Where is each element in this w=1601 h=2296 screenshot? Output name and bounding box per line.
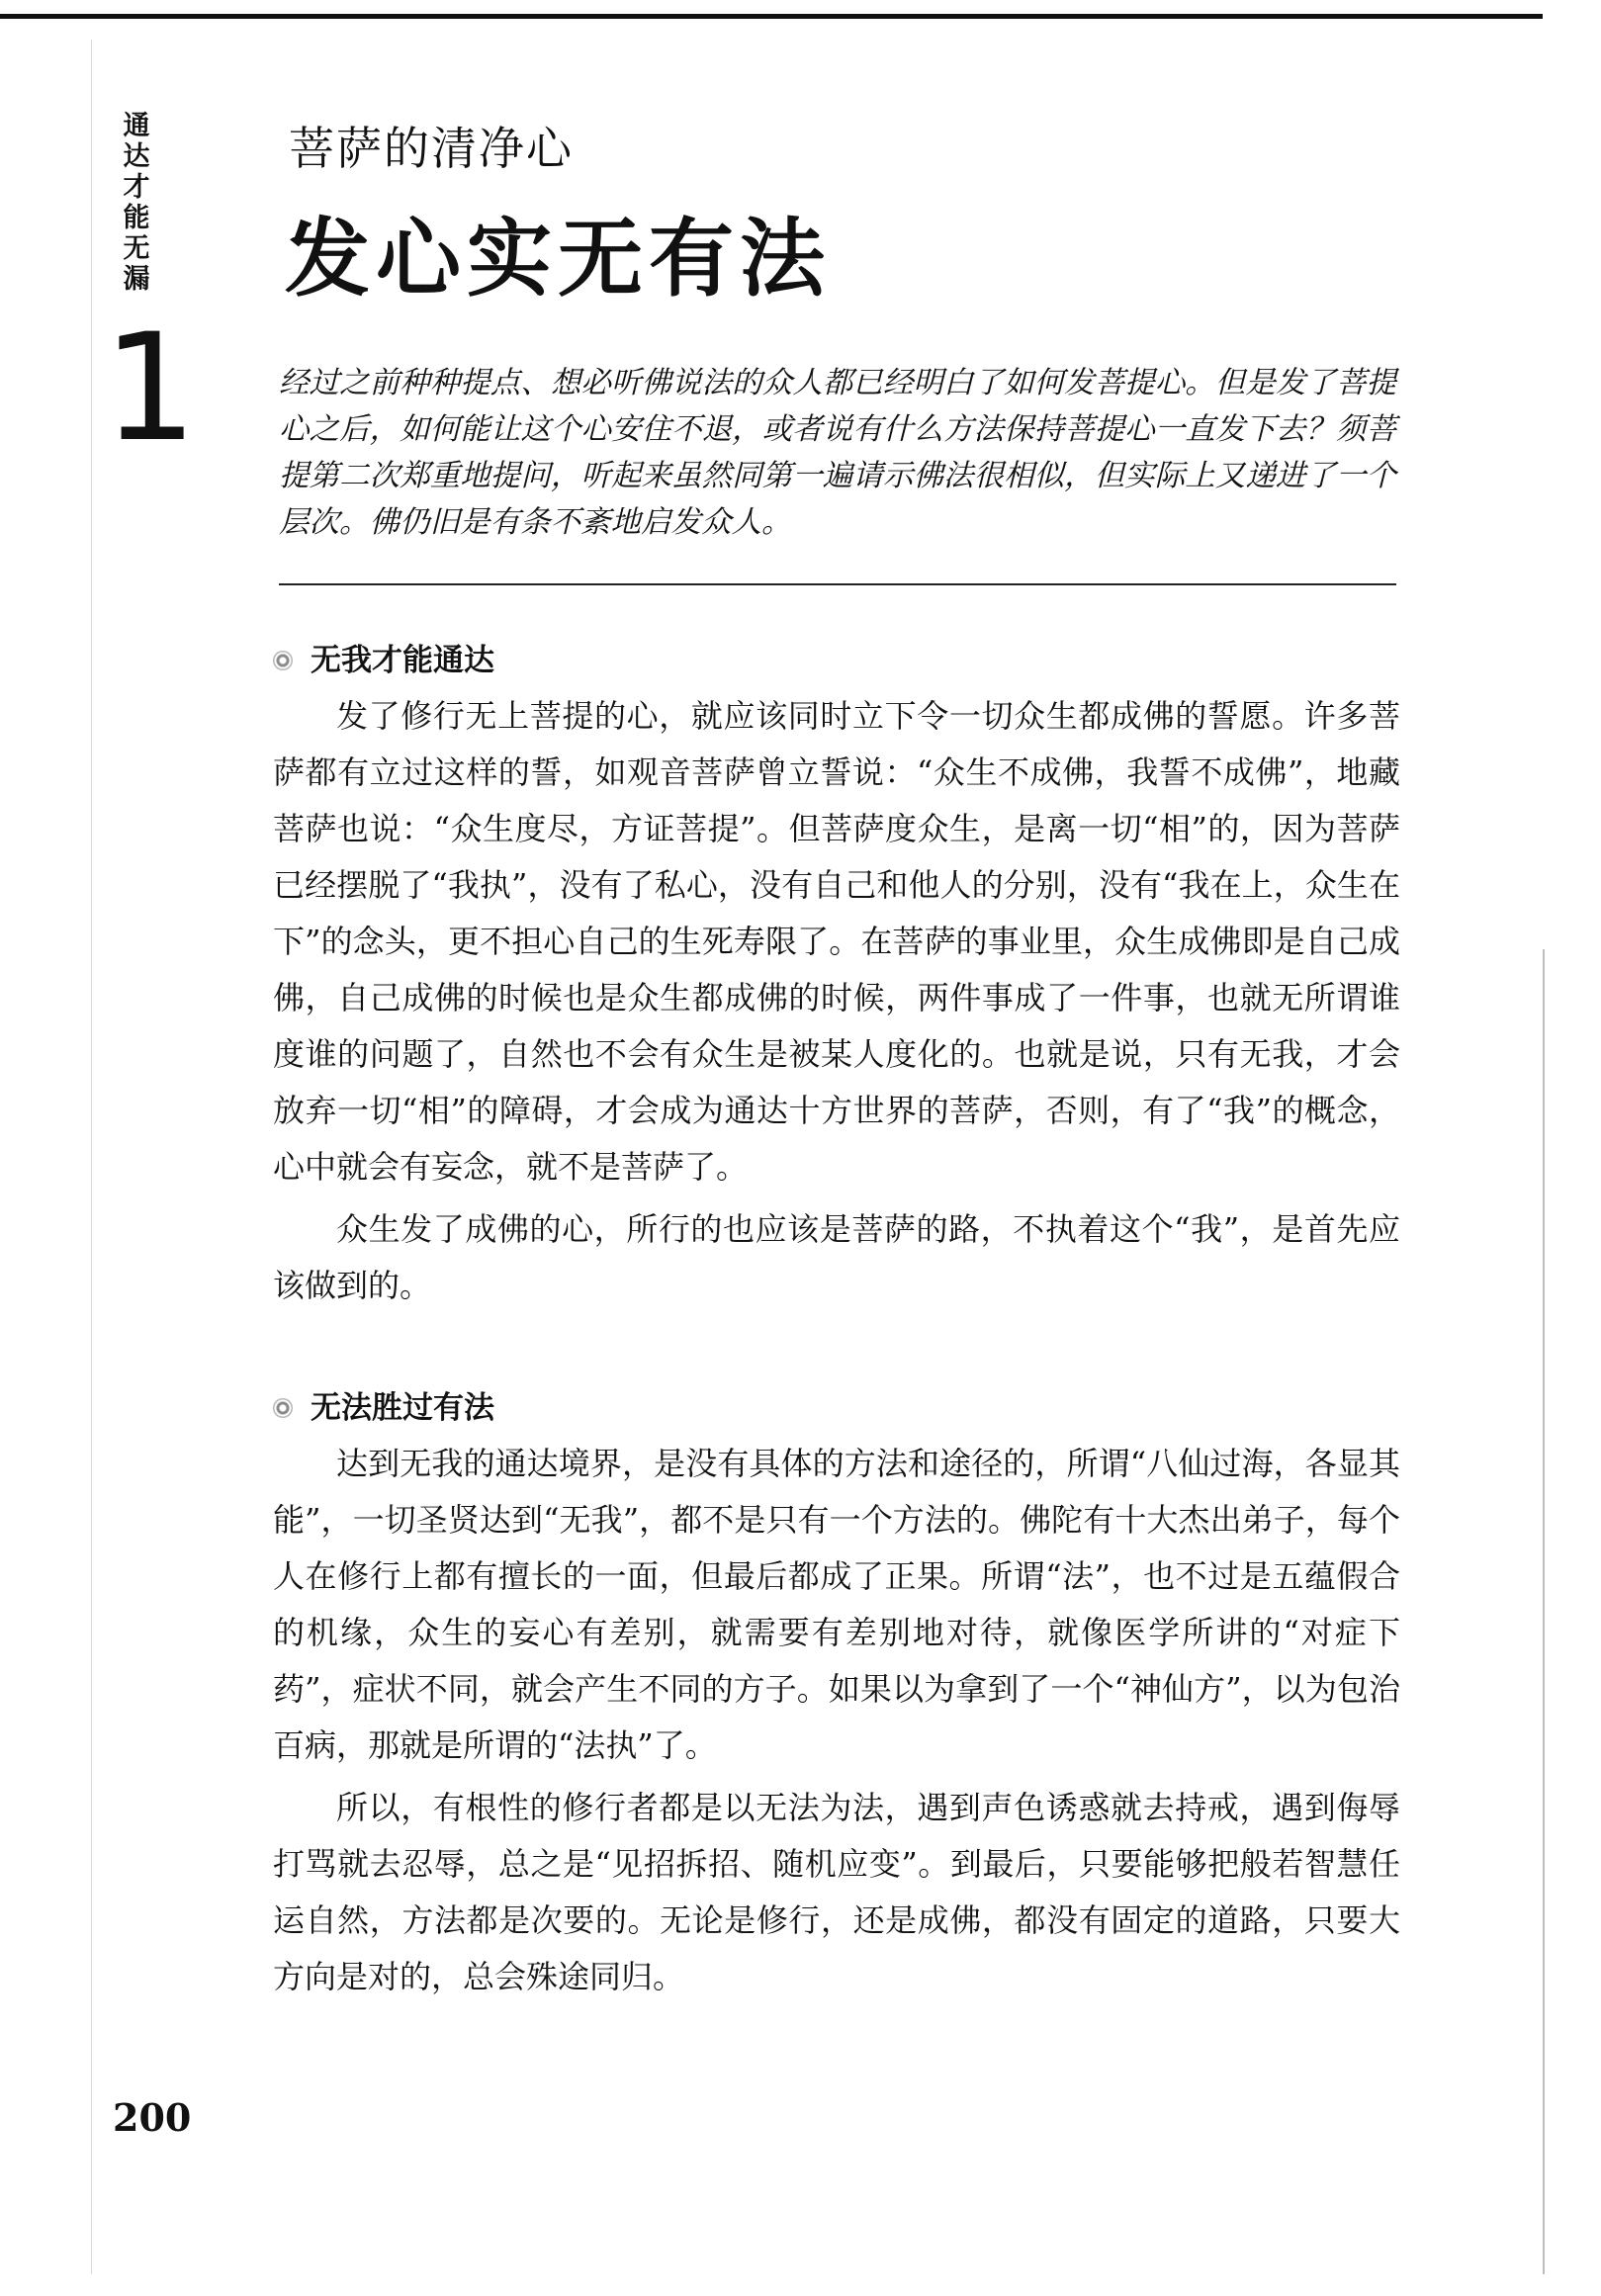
top-rule	[0, 14, 1543, 19]
section-heading	[273, 1380, 1400, 1436]
section-heading-text: 无法胜过有法	[311, 1390, 494, 1426]
body-paragraph: 所以，有根性的修行者都是以无法为法，遇到声色诱惑就去持戒，遇到侮辱打骂就去忍辱，总之是“见招拆招、随机应变”。到最后，只要能够把般若智慧任运自然，方法都是次要的。无论是修行，还是成佛，都没有固定的道路，只要大方向是对的，总会殊途同归。	[273, 1789, 1400, 1995]
chapter-title: 发心实无有法	[285, 210, 831, 309]
page-gutter-line	[91, 40, 92, 2274]
intro-divider	[279, 583, 1396, 585]
chapter-subtitle: 菩萨的清净心	[289, 122, 574, 175]
page-edge-line	[1543, 949, 1545, 2274]
section-heading-text: 无我才能通达	[311, 643, 494, 678]
chapter-number: 1	[103, 303, 198, 475]
section-2	[273, 1380, 1400, 2005]
intro-paragraph: 经过之前种种提点、想必听佛说法的众人都已经明白了如何发菩提心。但是发了菩提心之后，如何能让这个心安住不退，或者说有什么方法保持菩提心一直发下去？须菩提第二次郑重地提问，听起来虽然同第一遍请示佛法很相似，但实际上又递进了一个层次。佛仍旧是有条不紊地启发众人。	[279, 366, 1396, 540]
body-paragraph: 众生发了成佛的心，所行的也应该是菩萨的路，不执着这个“我”，是首先应该做到的。	[273, 1210, 1400, 1304]
side-section-label: 通达才能无漏	[123, 111, 150, 295]
page-number: 200	[113, 2095, 192, 2140]
section-heading	[273, 633, 1400, 688]
flower-bullet-icon	[273, 1398, 293, 1418]
body-paragraph: 达到无我的通达境界，是没有具体的方法和途径的，所谓“八仙过海，各显其能”，一切圣贤达到“无我”，都不是只有一个方法的。佛陀有十大杰出弟子，每个人在修行上都有擅长的一面，但最后都成了正果。所谓“法”，也不过是五蕴假合的机缘，众生的妄心有差别，就需要有差别地对待，就像医学所讲的“对症下药”，症状不同，就会产生不同的方子。如果以为拿到了一个“神仙方”，以为包治百病，那就是所谓的“法执”了。	[273, 1445, 1400, 1764]
body-paragraph: 发了修行无上菩提的心，就应该同时立下令一切众生都成佛的誓愿。许多菩萨都有立过这样的誓，如观音菩萨曾立誓说：“众生不成佛，我誓不成佛”，地藏菩萨也说：“众生度尽，方证菩提”。但菩萨度众生，是离一切“相”的，因为菩萨已经摆脱了“我执”，没有了私心，没有自己和他人的分别，没有“我在上，众生在下”的念头，更不担心自己的生死寿限了。在菩萨的事业里，众生成佛即是自己成佛，自己成佛的时候也是众生都成佛的时候，两件事成了一件事，也就无所谓谁度谁的问题了，自然也不会有众生是被某人度化的。也就是说，只有无我，才会放弃一切“相”的障碍，才会成为通达十方世界的菩萨，否则，有了“我”的概念，心中就会有妄念，就不是菩萨了。	[273, 697, 1400, 1186]
section-1	[273, 633, 1400, 1314]
flower-bullet-icon	[273, 651, 293, 670]
